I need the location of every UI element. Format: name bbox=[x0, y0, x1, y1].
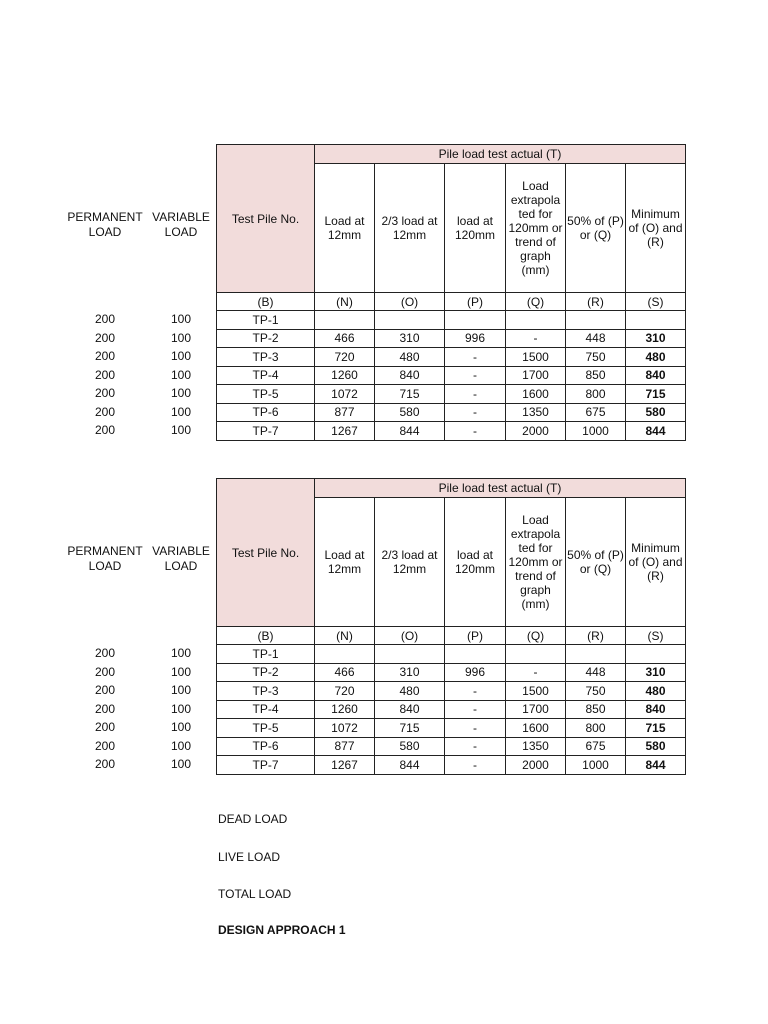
table-row bbox=[217, 645, 686, 664]
table-cell: 840 bbox=[375, 366, 445, 385]
table-cell: 715 bbox=[375, 385, 445, 404]
group-header: Pile load test actual (T) bbox=[315, 479, 686, 498]
column-code: (Q) bbox=[506, 293, 566, 311]
table-cell: 480 bbox=[375, 682, 445, 701]
table-cell: 1267 bbox=[315, 422, 375, 441]
test-pile-cell: TP-2 bbox=[217, 329, 315, 348]
table-cell bbox=[315, 311, 375, 330]
column-code: (R) bbox=[566, 293, 626, 311]
column-code: (B) bbox=[217, 293, 315, 311]
table-cell: 996 bbox=[445, 329, 506, 348]
table-cell: 310 bbox=[626, 663, 686, 682]
table-row bbox=[217, 403, 686, 422]
table-cell: 1600 bbox=[506, 719, 566, 738]
table-cell: - bbox=[445, 682, 506, 701]
table-cell: - bbox=[445, 422, 506, 441]
header-row-group bbox=[217, 145, 686, 164]
code-row bbox=[217, 627, 686, 645]
permanent-load-value: 200 bbox=[94, 701, 116, 716]
variable-load-header: VARIABLE LOAD bbox=[152, 544, 210, 573]
column-code: (N) bbox=[315, 293, 375, 311]
table-cell: 996 bbox=[445, 663, 506, 682]
table-cell: 580 bbox=[626, 737, 686, 756]
column-code: (N) bbox=[315, 627, 375, 645]
table-cell bbox=[375, 311, 445, 330]
table-cell bbox=[506, 645, 566, 664]
table-row bbox=[217, 348, 686, 367]
table-cell: 466 bbox=[315, 663, 375, 682]
table-cell: - bbox=[445, 385, 506, 404]
column-header: Minimum of (O) and (R) bbox=[626, 498, 686, 627]
column-header: Load at 12mm bbox=[315, 164, 375, 293]
permanent-load-value: 200 bbox=[94, 367, 116, 382]
variable-load-value: 100 bbox=[170, 330, 192, 345]
table-cell: 877 bbox=[315, 403, 375, 422]
variable-load-value: 100 bbox=[170, 404, 192, 419]
table-cell: - bbox=[445, 700, 506, 719]
variable-load-value: 100 bbox=[170, 701, 192, 716]
test-pile-cell: TP-6 bbox=[217, 737, 315, 756]
permanent-load-value: 200 bbox=[94, 312, 116, 326]
column-header: Minimum of (O) and (R) bbox=[626, 164, 686, 293]
table-row bbox=[217, 682, 686, 701]
table-cell bbox=[626, 645, 686, 664]
table-cell: 1700 bbox=[506, 700, 566, 719]
table-cell: 720 bbox=[315, 682, 375, 701]
test-pile-cell: TP-7 bbox=[217, 756, 315, 775]
permanent-load-value: 200 bbox=[94, 386, 116, 400]
column-header: load at 120mm bbox=[445, 164, 506, 293]
table-cell: 1260 bbox=[315, 700, 375, 719]
table-row bbox=[217, 719, 686, 738]
column-header: Load extrapola ted for 120mm or trend of graph (mm) bbox=[506, 498, 566, 627]
table-cell: 1350 bbox=[506, 403, 566, 422]
table-row bbox=[217, 700, 686, 719]
column-header: 2/3 load at 12mm bbox=[375, 498, 445, 627]
table-row bbox=[217, 366, 686, 385]
header-row-group bbox=[217, 479, 686, 498]
table-cell: - bbox=[445, 756, 506, 775]
table-cell bbox=[315, 645, 375, 664]
permanent-load-header: PERMANENT LOAD bbox=[67, 210, 143, 239]
dead-load-label: DEAD LOAD bbox=[218, 812, 288, 826]
table-cell bbox=[566, 311, 626, 330]
table-cell bbox=[566, 645, 626, 664]
table-row bbox=[217, 311, 686, 330]
table-cell: 715 bbox=[626, 385, 686, 404]
table-cell: 1600 bbox=[506, 385, 566, 404]
test-pile-cell: TP-1 bbox=[217, 311, 315, 330]
column-code: (Q) bbox=[506, 627, 566, 645]
column-code: (S) bbox=[626, 627, 686, 645]
table-cell: 1072 bbox=[315, 719, 375, 738]
permanent-load-value: 200 bbox=[94, 423, 116, 437]
table-cell: 448 bbox=[566, 329, 626, 348]
variable-load-value: 100 bbox=[170, 757, 192, 771]
code-row bbox=[217, 293, 686, 311]
table-cell: 844 bbox=[626, 756, 686, 775]
table-cell: 2000 bbox=[506, 422, 566, 441]
table-cell: 800 bbox=[566, 385, 626, 404]
table-cell: - bbox=[506, 329, 566, 348]
test-pile-cell: TP-5 bbox=[217, 385, 315, 404]
column-code: (P) bbox=[445, 627, 506, 645]
test-pile-header: Test Pile No. bbox=[217, 479, 315, 627]
table-cell: 1500 bbox=[506, 348, 566, 367]
table-cell bbox=[445, 645, 506, 664]
table-cell bbox=[506, 311, 566, 330]
permanent-load-value: 200 bbox=[94, 404, 116, 419]
column-code: (P) bbox=[445, 293, 506, 311]
column-header: 50% of (P) or (Q) bbox=[566, 498, 626, 627]
table-cell: - bbox=[445, 719, 506, 738]
table-cell: 1000 bbox=[566, 756, 626, 775]
table-cell: 850 bbox=[566, 366, 626, 385]
variable-load-value: 100 bbox=[170, 664, 192, 679]
test-pile-cell: TP-3 bbox=[217, 348, 315, 367]
column-code: (O) bbox=[375, 293, 445, 311]
table-cell: 466 bbox=[315, 329, 375, 348]
group-header: Pile load test actual (T) bbox=[315, 145, 686, 164]
test-pile-cell: TP-4 bbox=[217, 366, 315, 385]
column-header: load at 120mm bbox=[445, 498, 506, 627]
variable-load-header: VARIABLE LOAD bbox=[152, 210, 210, 239]
column-code: (O) bbox=[375, 627, 445, 645]
pile-load-table bbox=[216, 144, 686, 441]
table-cell: 2000 bbox=[506, 756, 566, 775]
table-cell: 675 bbox=[566, 403, 626, 422]
table-cell: 580 bbox=[626, 403, 686, 422]
table-cell: 850 bbox=[566, 700, 626, 719]
test-pile-cell: TP-4 bbox=[217, 700, 315, 719]
table-cell: 310 bbox=[375, 329, 445, 348]
table-row bbox=[217, 756, 686, 775]
table-cell: 1500 bbox=[506, 682, 566, 701]
variable-load-value: 100 bbox=[170, 312, 192, 326]
column-code: (B) bbox=[217, 627, 315, 645]
table-cell: 480 bbox=[375, 348, 445, 367]
table-cell: - bbox=[445, 737, 506, 756]
table-cell: 844 bbox=[375, 756, 445, 775]
table-cell: 715 bbox=[375, 719, 445, 738]
permanent-load-value: 200 bbox=[94, 757, 116, 771]
table-cell: 1072 bbox=[315, 385, 375, 404]
table-cell: 877 bbox=[315, 737, 375, 756]
table-cell: 840 bbox=[626, 700, 686, 719]
column-code: (S) bbox=[626, 293, 686, 311]
table-cell: 580 bbox=[375, 737, 445, 756]
test-pile-cell: TP-3 bbox=[217, 682, 315, 701]
table-cell: 580 bbox=[375, 403, 445, 422]
table-cell: - bbox=[506, 663, 566, 682]
table-cell: 480 bbox=[626, 348, 686, 367]
permanent-load-value: 200 bbox=[94, 349, 116, 363]
table-cell bbox=[626, 311, 686, 330]
table-cell: 448 bbox=[566, 663, 626, 682]
test-pile-cell: TP-6 bbox=[217, 403, 315, 422]
permanent-load-value: 200 bbox=[94, 738, 116, 753]
table-row bbox=[217, 737, 686, 756]
permanent-load-value: 200 bbox=[94, 646, 116, 660]
table-cell: 800 bbox=[566, 719, 626, 738]
variable-load-value: 100 bbox=[170, 423, 192, 437]
test-pile-cell: TP-5 bbox=[217, 719, 315, 738]
test-pile-header: Test Pile No. bbox=[217, 145, 315, 293]
table-cell bbox=[375, 645, 445, 664]
live-load-label: LIVE LOAD bbox=[218, 850, 281, 864]
table-cell: - bbox=[445, 403, 506, 422]
permanent-load-value: 200 bbox=[94, 720, 116, 734]
table-cell: 844 bbox=[626, 422, 686, 441]
test-pile-cell: TP-7 bbox=[217, 422, 315, 441]
permanent-load-value: 200 bbox=[94, 683, 116, 697]
variable-load-value: 100 bbox=[170, 720, 192, 734]
table-cell: 750 bbox=[566, 682, 626, 701]
column-header: Load extrapola ted for 120mm or trend of graph (mm) bbox=[506, 164, 566, 293]
pile-load-table bbox=[216, 478, 686, 775]
table-row bbox=[217, 385, 686, 404]
table-cell: 310 bbox=[375, 663, 445, 682]
test-pile-cell: TP-2 bbox=[217, 663, 315, 682]
table-cell bbox=[445, 311, 506, 330]
column-header: 2/3 load at 12mm bbox=[375, 164, 445, 293]
column-code: (R) bbox=[566, 627, 626, 645]
variable-load-value: 100 bbox=[170, 386, 192, 400]
variable-load-value: 100 bbox=[170, 683, 192, 697]
table-cell: 844 bbox=[375, 422, 445, 441]
table-row bbox=[217, 422, 686, 441]
table-cell: 480 bbox=[626, 682, 686, 701]
table-cell: 1267 bbox=[315, 756, 375, 775]
table-cell: - bbox=[445, 348, 506, 367]
variable-load-value: 100 bbox=[170, 367, 192, 382]
permanent-load-header: PERMANENT LOAD bbox=[67, 544, 143, 573]
table-cell: 310 bbox=[626, 329, 686, 348]
table-cell: 1000 bbox=[566, 422, 626, 441]
table-cell: 1350 bbox=[506, 737, 566, 756]
variable-load-value: 100 bbox=[170, 349, 192, 363]
variable-load-value: 100 bbox=[170, 738, 192, 753]
table-row bbox=[217, 329, 686, 348]
table-cell: 1700 bbox=[506, 366, 566, 385]
column-header: 50% of (P) or (Q) bbox=[566, 164, 626, 293]
permanent-load-value: 200 bbox=[94, 330, 116, 345]
total-load-label: TOTAL LOAD bbox=[218, 887, 292, 901]
table-cell: - bbox=[445, 366, 506, 385]
table-cell: 750 bbox=[566, 348, 626, 367]
test-pile-cell: TP-1 bbox=[217, 645, 315, 664]
variable-load-value: 100 bbox=[170, 646, 192, 660]
table-row bbox=[217, 663, 686, 682]
table-cell: 675 bbox=[566, 737, 626, 756]
table-cell: 720 bbox=[315, 348, 375, 367]
column-header: Load at 12mm bbox=[315, 498, 375, 627]
permanent-load-value: 200 bbox=[94, 664, 116, 679]
table-cell: 840 bbox=[626, 366, 686, 385]
table-cell: 715 bbox=[626, 719, 686, 738]
table-cell: 1260 bbox=[315, 366, 375, 385]
design-approach-label: DESIGN APPROACH 1 bbox=[218, 923, 346, 937]
table-cell: 840 bbox=[375, 700, 445, 719]
